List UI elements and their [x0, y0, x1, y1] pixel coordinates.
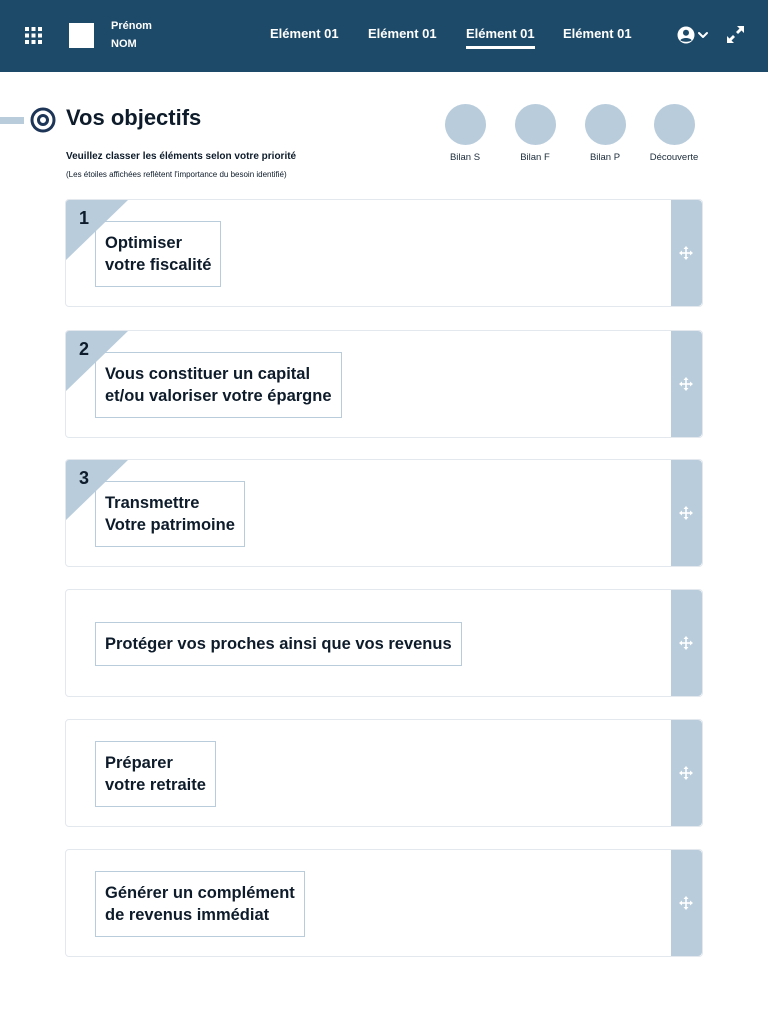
drag-handle[interactable]	[671, 331, 702, 437]
objective-card-3[interactable]	[65, 459, 703, 567]
decouverte-circle	[654, 104, 695, 145]
user-first-name: Prénom	[111, 20, 152, 32]
drag-handle[interactable]	[671, 720, 702, 826]
nav-item-1[interactable]: Elément 01	[270, 26, 339, 41]
drag-handle[interactable]	[671, 460, 702, 566]
objective-label-line2: de revenus immédiat	[105, 906, 270, 924]
user-account-icon[interactable]	[677, 26, 711, 44]
objective-label-line2: Votre patrimoine	[105, 516, 235, 534]
objective-card-6[interactable]	[65, 849, 703, 957]
objective-label	[95, 221, 221, 287]
move-arrows-icon	[679, 246, 693, 260]
objective-label-line2: votre fiscalité	[105, 256, 212, 274]
bilan-s-circle	[445, 104, 486, 145]
objective-label	[95, 352, 342, 418]
expand-icon[interactable]	[726, 25, 745, 44]
move-arrows-icon	[679, 506, 693, 520]
move-arrows-icon	[679, 636, 693, 650]
rank-number: 3	[79, 468, 90, 488]
ranking-instruction: Veuillez classer les éléments selon votre priorité	[66, 151, 297, 162]
decouverte-button[interactable]	[639, 104, 709, 163]
objective-label-line1: Optimiser	[105, 234, 183, 252]
target-icon	[30, 107, 56, 133]
page-title: Vos objectifs	[66, 105, 202, 130]
bilan-p-circle	[585, 104, 626, 145]
bilan-p-label: Bilan P	[589, 152, 621, 163]
bilan-f-label: Bilan F	[520, 152, 550, 163]
rank-number: 2	[79, 339, 90, 359]
objective-card-5[interactable]	[65, 719, 703, 827]
user-last-name: NOM	[111, 38, 137, 50]
objective-card-2[interactable]	[65, 330, 703, 438]
objective-label	[95, 741, 216, 807]
drag-handle[interactable]	[671, 200, 702, 306]
objective-label-line1: Protéger vos proches ainsi que vos revenus	[105, 635, 452, 653]
objective-label-line1: Vous constituer un capital	[105, 365, 311, 383]
move-arrows-icon	[679, 377, 693, 391]
nav-item-3-active[interactable]: Elément 01	[466, 26, 535, 41]
user-avatar	[69, 23, 94, 48]
nav-item-4[interactable]: Elément 01	[563, 26, 632, 41]
objective-label	[95, 622, 462, 666]
move-arrows-icon	[679, 896, 693, 910]
objective-card-4[interactable]	[65, 589, 703, 697]
chevron-down-icon	[699, 33, 707, 37]
nav-item-2[interactable]: Elément 01	[368, 26, 437, 41]
title-accent-bar	[0, 117, 24, 124]
objective-label	[95, 481, 245, 547]
objective-label	[95, 871, 305, 937]
ranking-subinstruction: (Les étoiles affichées reflètent l'importance du besoin identifié)	[66, 170, 287, 179]
bilan-p-button[interactable]	[570, 104, 640, 163]
top-header	[0, 0, 768, 72]
objective-label-line2: et/ou valoriser votre épargne	[105, 387, 332, 405]
bilan-s-button[interactable]	[430, 104, 500, 163]
objective-label-line1: Transmettre	[105, 494, 200, 512]
bilan-s-label: Bilan S	[449, 152, 481, 163]
apps-grid-icon[interactable]	[25, 27, 42, 44]
drag-handle[interactable]	[671, 590, 702, 696]
decouverte-label: Découverte	[649, 152, 699, 163]
objective-card-1[interactable]	[65, 199, 703, 307]
objective-label-line2: votre retraite	[105, 776, 206, 794]
objective-label-line1: Préparer	[105, 754, 173, 772]
bilan-f-button[interactable]	[500, 104, 570, 163]
drag-handle[interactable]	[671, 850, 702, 956]
move-arrows-icon	[679, 766, 693, 780]
bilan-f-circle	[515, 104, 556, 145]
rank-number: 1	[79, 208, 90, 228]
objective-label-line1: Générer un complément	[105, 884, 295, 902]
